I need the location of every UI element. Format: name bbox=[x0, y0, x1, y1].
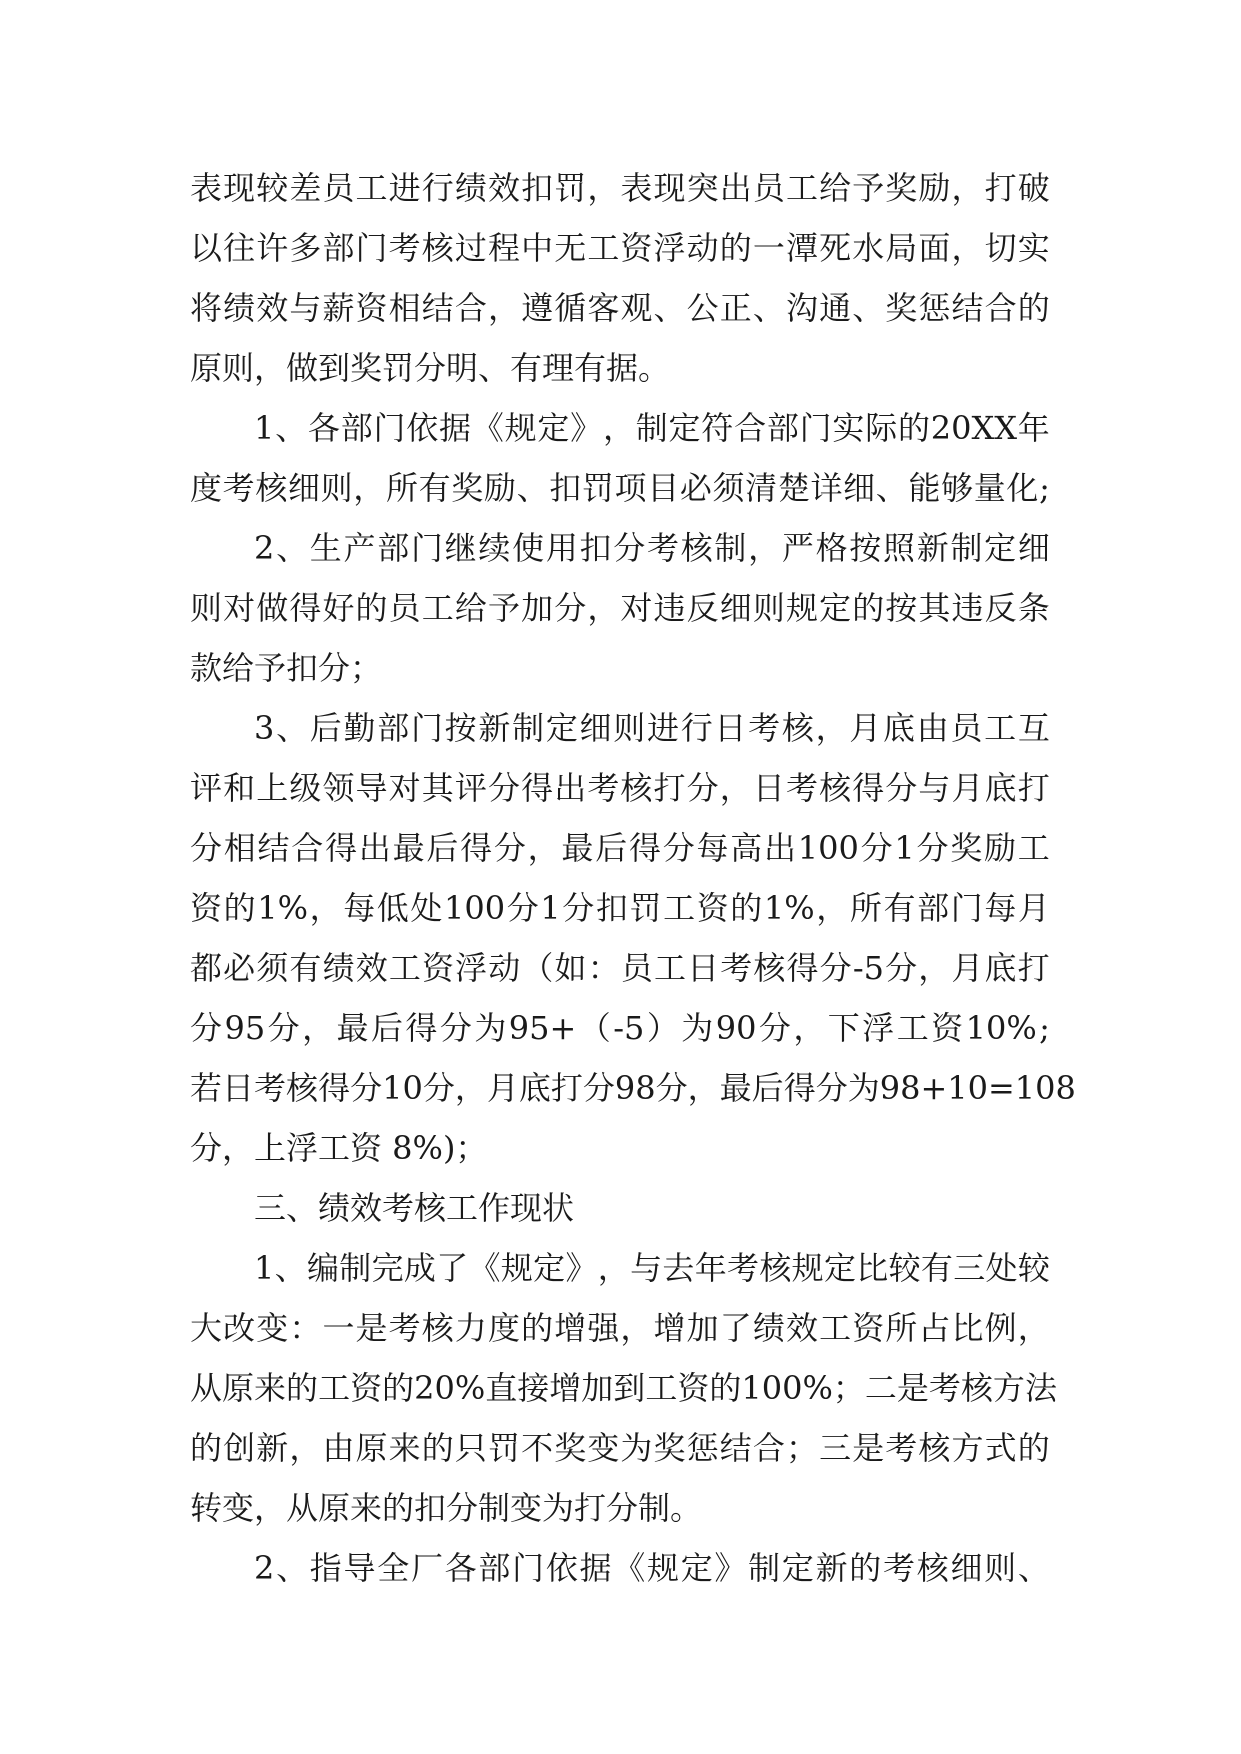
text-line: 资 的 1% ， 每 低 处 100 分 1 分 扣 罚 工 资 的 1% ， 所 有 部 门 每 月 bbox=[190, 889, 1050, 927]
text-line: 分，上浮工资 8%)； bbox=[190, 1129, 488, 1167]
body-text bbox=[190, 158, 1076, 1598]
text-line: 评 和 上 级 领 导 对 其 评 分 得 出 考 核 打 分 ， 日 考 核 得 分 与 月 底 打 bbox=[190, 769, 1050, 807]
text-line: 3 、 后 勤 部 门 按 新 制 定 细 则 进 行 日 考 核 ， 月 底 由 员 工 互 bbox=[254, 709, 1050, 747]
text-line: 的 创 新 ， 由 原 来 的 只 罚 不 奖 变 为 奖 惩 结 合 ； 三 是 考 核 方 式 的 bbox=[190, 1429, 1050, 1467]
text-line: 转变，从原来的扣分制变为打分制。 bbox=[190, 1489, 703, 1527]
text-line: 将 绩 效 与 薪 资 相 结 合 ， 遵 循 客 观 、 公 正 、 沟 通 、 奖 惩 结 合 的 bbox=[190, 289, 1050, 327]
text-line: 1 、 各 部 门 依 据 《 规 定 》 ， 制 定 符 合 部 门 实 际 的 20XX 年 bbox=[254, 409, 1050, 447]
text-line: 都 必 须 有 绩 效 工 资 浮 动 （ 如 ： 员 工 日 考 核 得 分 -5 分 ， 月 底 打 bbox=[190, 949, 1050, 987]
text-line: 度 考 核 细 则 ， 所 有 奖 励 、 扣 罚 项 目 必 须 清 楚 详 细 、 能 够 量 化 ; bbox=[190, 469, 1050, 507]
text-line: 1 、 编 制 完 成 了 《 规 定 》 ， 与 去 年 考 核 规 定 比 较 有 三 处 较 bbox=[254, 1249, 1050, 1287]
section-heading: 三、绩效考核工作现状 bbox=[254, 1189, 575, 1227]
text-line: 若 日 考 核 得 分 10 分 ， 月 底 打 分 98 分 ， 最 后 得 分 为 98+10=108 bbox=[190, 1069, 1076, 1107]
text-line: 大 改 变 ： 一 是 考 核 力 度 的 增 强 ， 增 加 了 绩 效 工 资 所 占 比 例 ， bbox=[190, 1309, 1050, 1347]
text-line: 分 相 结 合 得 出 最 后 得 分 ， 最 后 得 分 每 高 出 100 分 1 分 奖 励 工 bbox=[190, 829, 1050, 867]
text-line: 分 95 分 ， 最 后 得 分 为 95+ （ -5 ） 为 90 分 ， 下 浮 工 资 10% ; bbox=[190, 1009, 1050, 1047]
text-line: 从 原 来 的 工 资 的 20% 直 接 增 加 到 工 资 的 100% ； 二 是 考 核 方 法 bbox=[190, 1369, 1057, 1407]
text-line: 表 现 较 差 员 工 进 行 绩 效 扣 罚 ， 表 现 突 出 员 工 给 予 奖 励 ， 打 破 bbox=[190, 169, 1050, 207]
text-line: 2 、 指 导 全 厂 各 部 门 依 据 《 规 定 》 制 定 新 的 考 核 细 则 、 bbox=[254, 1549, 1050, 1587]
text-line: 原则，做到奖罚分明、有理有据。 bbox=[190, 349, 671, 387]
text-line: 以 往 许 多 部 门 考 核 过 程 中 无 工 资 浮 动 的 一 潭 死 水 局 面 ， 切 实 bbox=[190, 229, 1050, 267]
text-line: 款给予扣分； bbox=[190, 649, 383, 687]
text-line: 2 、 生 产 部 门 继 续 使 用 扣 分 考 核 制 ， 严 格 按 照 新 制 定 细 bbox=[254, 529, 1050, 567]
text-line: 则 对 做 得 好 的 员 工 给 予 加 分 ， 对 违 反 细 则 规 定 的 按 其 违 反 条 bbox=[190, 589, 1050, 627]
